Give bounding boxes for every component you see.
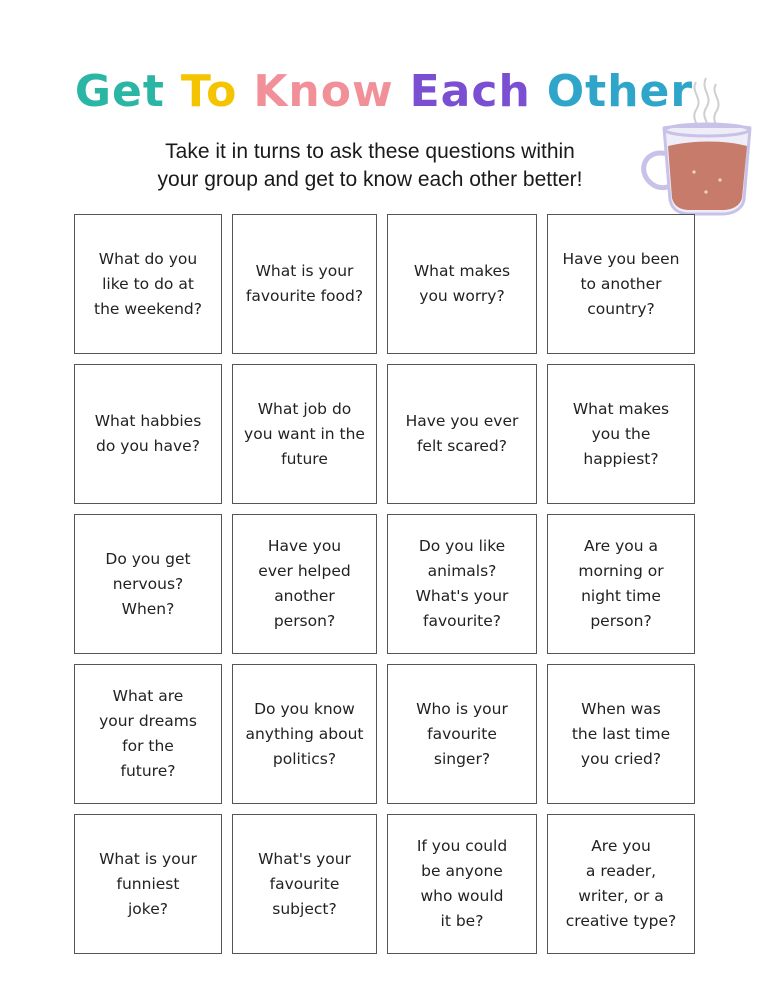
question-card xyxy=(387,514,537,654)
question-text: Do you get nervous? When? xyxy=(105,549,191,618)
question-card xyxy=(387,214,537,354)
question-card xyxy=(232,514,377,654)
question-text: Do you like animals? What's your favourite? xyxy=(415,537,509,630)
question-card xyxy=(387,664,537,804)
question-text: When was the last time you cried? xyxy=(571,699,671,768)
instructions xyxy=(110,138,630,194)
question-text: What is your funniest joke? xyxy=(99,849,197,918)
question-card xyxy=(232,814,377,954)
question-text: What makes you the happiest? xyxy=(572,399,670,468)
question-text: Are you a morning or night time person? xyxy=(578,537,664,630)
question-card xyxy=(74,514,222,654)
question-text: What is your favourite food? xyxy=(245,262,364,305)
question-card xyxy=(232,214,377,354)
question-card xyxy=(387,364,537,504)
question-text: Who is your favourite singer? xyxy=(416,699,508,768)
question-card xyxy=(547,664,695,804)
question-card xyxy=(547,364,695,504)
question-card xyxy=(74,664,222,804)
question-text: Have you ever felt scared? xyxy=(405,412,519,455)
title-word-get: Get xyxy=(74,66,165,117)
question-text: What are your dreams for the future? xyxy=(99,687,197,780)
question-card xyxy=(232,664,377,804)
title-word-to: To xyxy=(180,66,238,117)
question-text: What makes you worry? xyxy=(413,262,511,305)
question-grid xyxy=(74,214,695,954)
title-word-know: Know xyxy=(253,66,394,117)
question-card xyxy=(387,814,537,954)
question-text: Are you a reader, writer, or a creative type? xyxy=(565,837,677,930)
question-text: What habbies do you have? xyxy=(94,412,202,455)
question-card xyxy=(547,514,695,654)
question-card xyxy=(74,214,222,354)
question-text: Have you been to another country? xyxy=(562,249,680,318)
teacup-icon xyxy=(634,76,754,216)
question-text: If you could be anyone who would it be? xyxy=(416,837,508,930)
title-word-other: Other xyxy=(546,66,694,117)
question-text: What job do you want in the future xyxy=(244,399,365,468)
question-card xyxy=(547,214,695,354)
question-text: What's your favourite subject? xyxy=(258,849,351,918)
question-card xyxy=(74,814,222,954)
question-card xyxy=(547,814,695,954)
question-text: Do you know anything about politics? xyxy=(245,699,364,768)
instructions-text: Take it in turns to ask these questions within your group and get to know each other better! xyxy=(157,140,583,191)
question-card xyxy=(232,364,377,504)
question-text: What do you like to do at the weekend? xyxy=(94,249,202,318)
question-card xyxy=(74,364,222,504)
question-text: Have you ever helped another person? xyxy=(258,537,351,630)
title-word-each: Each xyxy=(409,66,531,117)
